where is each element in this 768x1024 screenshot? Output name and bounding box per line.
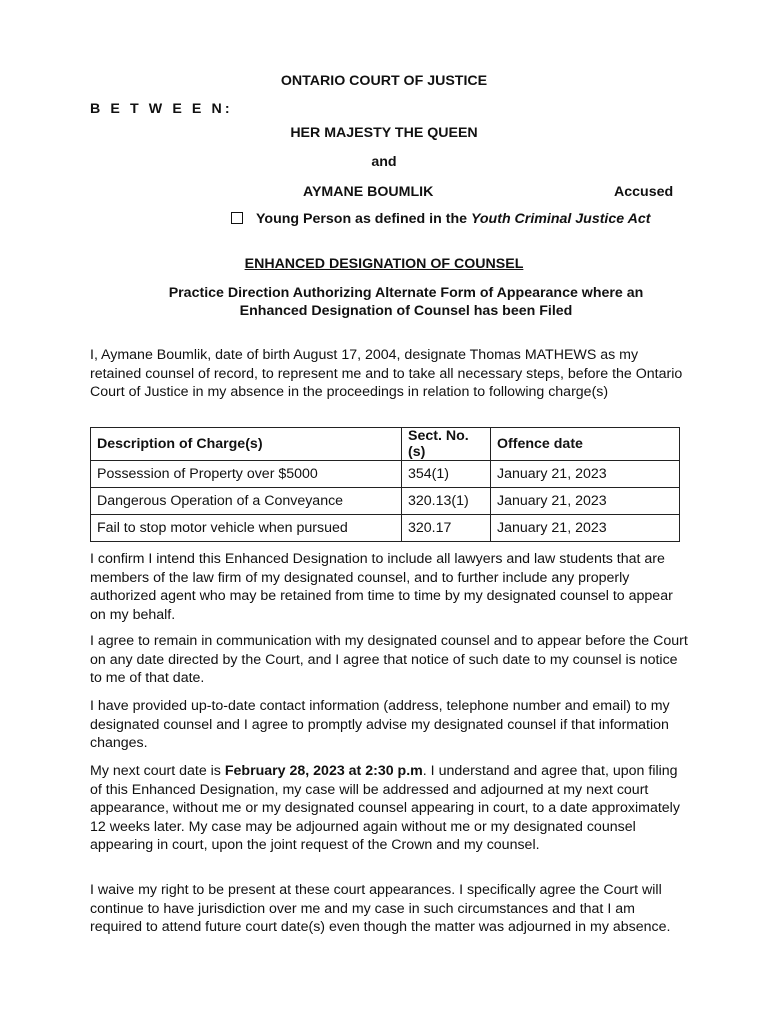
young-person-row bbox=[231, 211, 650, 227]
confirm-paragraph: I confirm I intend this Enhanced Designation to include all lawyers and law students that are members of the law firm of my designated counsel, and to further include any properly authorized agent who may be retained from time to time by my designated counsel to appear on my behalf. bbox=[90, 551, 673, 623]
crown-party: HER MAJESTY THE QUEEN bbox=[290, 125, 478, 141]
practice-direction-line-1: Practice Direction Authorizing Alternate Form of Appearance where an bbox=[168, 285, 644, 301]
next-court-prefix: My next court date is bbox=[90, 763, 225, 779]
column-header-offence-date: Offence date bbox=[491, 428, 680, 461]
charge-section: 320.17 bbox=[402, 515, 491, 542]
document-title: ENHANCED DESIGNATION OF COUNSEL bbox=[244, 256, 524, 272]
next-court-suffix: . I understand and agree that, upon filing of this Enhanced Designation, my case will be addressed and adjourned at my next court appearance, without me or my designated counsel appearing in court, to a date approximately 12 weeks later. My case may be adjourned again without me or my designated counsel appearing in court, upon the joint request of the Crown and my counsel. bbox=[90, 763, 680, 853]
designation-intro: I, Aymane Boumlik, date of birth August 17, 2004, designate Thomas MATHEWS as my retained counsel of record, to represent me and to take all necessary steps, before the Ontario Court of Justice in my absence in the proceedings in relation to following charge(s) bbox=[90, 347, 683, 400]
table-row bbox=[91, 461, 680, 488]
charge-date: January 21, 2023 bbox=[491, 461, 680, 488]
column-header-description: Description of Charge(s) bbox=[91, 428, 402, 461]
charges-table bbox=[90, 427, 680, 542]
charge-date: January 21, 2023 bbox=[491, 515, 680, 542]
next-court-date: February 28, 2023 at 2:30 p.m bbox=[224, 763, 423, 779]
column-header-section: Sect. No.(s) bbox=[402, 428, 491, 461]
charge-section: 320.13(1) bbox=[402, 488, 491, 515]
agree-paragraph: I agree to remain in communication with my designated counsel and to appear before the Court on any date directed by the Court, and I agree that notice of such date to my counsel is notice to me of that date. bbox=[90, 633, 688, 686]
young-person-checkbox[interactable] bbox=[231, 212, 243, 224]
youth-act-name: Youth Criminal Justice Act bbox=[470, 211, 651, 227]
table-row bbox=[91, 515, 680, 542]
between-label: B E T W E E N: bbox=[90, 101, 233, 117]
young-person-label: Young Person as defined in the bbox=[256, 211, 471, 227]
court-name: ONTARIO COURT OF JUSTICE bbox=[280, 73, 488, 89]
charge-description: Dangerous Operation of a Conveyance bbox=[91, 488, 402, 515]
next-court-paragraph bbox=[90, 762, 690, 855]
charge-description: Fail to stop motor vehicle when pursued bbox=[91, 515, 402, 542]
charge-section: 354(1) bbox=[402, 461, 491, 488]
charge-description: Possession of Property over $5000 bbox=[91, 461, 402, 488]
charge-date: January 21, 2023 bbox=[491, 488, 680, 515]
table-row bbox=[91, 488, 680, 515]
waive-paragraph: I waive my right to be present at these court appearances. I specifically agree the Court will continue to have jurisdiction over me and my case in such circumstances and that I am required to attend future court date(s) even though the matter was adjourned in my absence. bbox=[90, 882, 671, 935]
contact-paragraph: I have provided up-to-date contact information (address, telephone number and email) to my designated counsel and I agree to promptly advise my designated counsel if that information changes. bbox=[90, 698, 670, 751]
accused-role-label: Accused bbox=[614, 184, 674, 200]
and-label: and bbox=[371, 154, 397, 170]
practice-direction-line-2: Enhanced Designation of Counsel has been Filed bbox=[239, 303, 573, 319]
table-header-row bbox=[91, 428, 680, 461]
accused-name: AYMANE BOUMLIK bbox=[303, 184, 434, 200]
